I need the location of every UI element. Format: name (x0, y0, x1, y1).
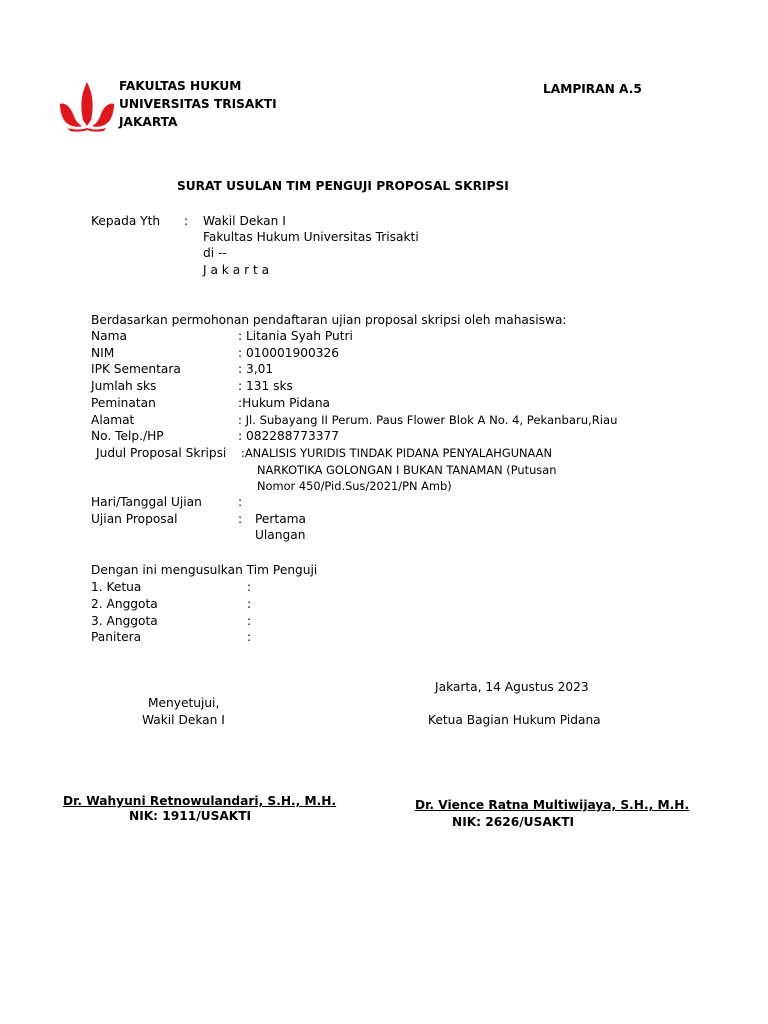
place-date: Jakarta, 14 Agustus 2023 (435, 680, 589, 694)
recipient-line: Wakil Dekan I (203, 214, 286, 228)
committee-member-value: : (247, 630, 252, 644)
exam-date-value: : (238, 495, 243, 509)
field-value: : Litania Syah Putri (238, 329, 353, 343)
field-label: Peminatan (91, 396, 156, 410)
exam-type-label: Ujian Proposal (91, 512, 178, 526)
committee-member-value: : (247, 614, 252, 628)
committee-intro: Dengan ini mengusulkan Tim Penguji (91, 563, 318, 577)
field-value: : 131 sks (238, 379, 293, 393)
approval-left-line2: Wakil Dekan I (142, 713, 225, 727)
left-signatory-nik: NIK: 1911/USAKTI (129, 809, 252, 823)
field-label: Alamat (91, 413, 135, 427)
recipient-label: Kepada Yth (91, 214, 161, 228)
document-title: SURAT USULAN TIM PENGUJI PROPOSAL SKRIPSI (177, 179, 509, 193)
thesis-title-line: NARKOTIKA GOLONGAN I BUKAN TANAMAN (Putusan (257, 463, 557, 477)
field-label: NIM (91, 346, 115, 360)
thesis-title-line: Nomor 450/Pid.Sus/2021/PN Amb) (257, 479, 452, 493)
exam-type-colon: : (238, 512, 243, 526)
field-label: Jumlah sks (91, 379, 157, 393)
faculty-name: FAKULTAS HUKUM (119, 79, 242, 93)
field-value: : 082288773377 (238, 429, 340, 443)
city-name: JAKARTA (119, 115, 178, 129)
approval-right-line1: Ketua Bagian Hukum Pidana (428, 713, 601, 727)
field-label: IPK Sementara (91, 362, 181, 376)
field-label: No. Telp./HP (91, 429, 164, 443)
committee-member-label: 2. Anggota (91, 597, 158, 611)
thesis-label: Judul Proposal Skripsi (96, 446, 227, 460)
attachment-label: LAMPIRAN A.5 (543, 82, 642, 96)
exam-option: Pertama (255, 512, 307, 526)
exam-date-label: Hari/Tanggal Ujian (91, 495, 202, 509)
field-value: : 010001900326 (238, 346, 340, 360)
right-signatory-nik: NIK: 2626/USAKTI (452, 815, 575, 829)
exam-option: Ulangan (255, 528, 306, 542)
field-value: : Jl. Subayang II Perum. Paus Flower Blok A No. 4, Pekanbaru,Riau (238, 413, 618, 427)
approval-left-line1: Menyetujui, (148, 696, 220, 710)
committee-member-value: : (247, 580, 252, 594)
intro-text: Berdasarkan permohonan pendaftaran ujian proposal skripsi oleh mahasiswa: (91, 313, 567, 327)
committee-member-label: 1. Ketua (91, 580, 142, 594)
field-value: :Hukum Pidana (238, 396, 331, 410)
left-signatory-name: Dr. Wahyuni Retnowulandari, S.H., M.H. (63, 794, 337, 808)
right-signatory-name: Dr. Vience Ratna Multiwijaya, S.H., M.H. (415, 798, 690, 812)
recipient-line: J a k a r t a (203, 263, 270, 277)
thesis-title-line: :ANALISIS YURIDIS TINDAK PIDANA PENYALAHGUNAAN (241, 446, 552, 460)
recipient-line: di -- (203, 246, 227, 260)
committee-member-label: 3. Anggota (91, 614, 158, 628)
university-name: UNIVERSITAS TRISAKTI (119, 97, 277, 111)
field-value: : 3,01 (238, 362, 274, 376)
committee-member-label: Panitera (91, 630, 142, 644)
recipient-line: Fakultas Hukum Universitas Trisakti (203, 230, 419, 244)
recipient-colon: : (184, 214, 189, 228)
field-label: Nama (91, 329, 127, 343)
trisakti-logo-icon (58, 80, 116, 132)
committee-member-value: : (247, 597, 252, 611)
